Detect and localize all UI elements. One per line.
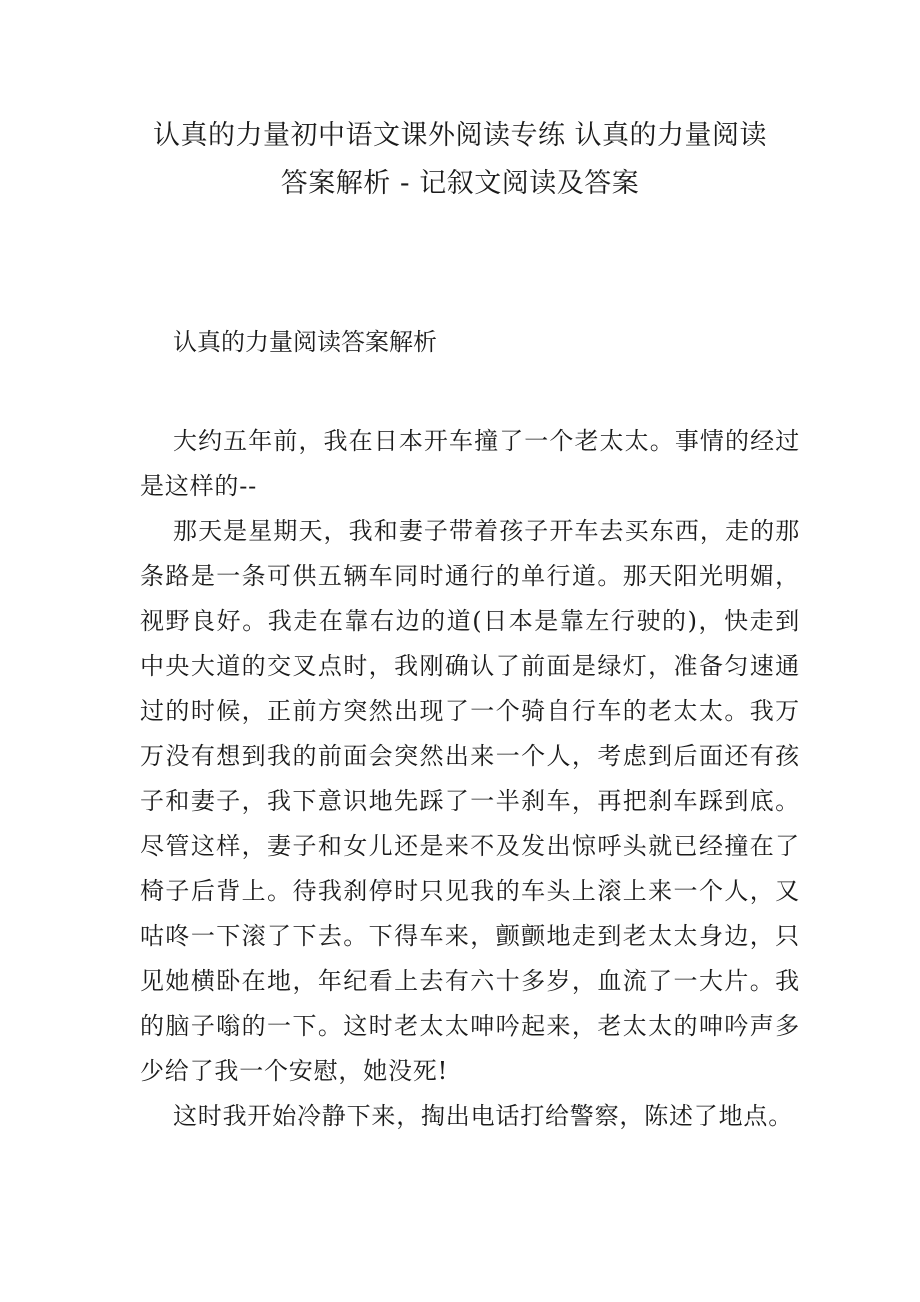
document-body	[140, 320, 800, 1139]
paragraph-2: 那天是星期天，我和妻子带着孩子开车去买东西，走的那条路是一条可供五辆车同时通行的单行道。那天阳光明媚，视野良好。我走在靠右边的道(日本是靠左行驶的)，快走到中央大道的交叉点时，我刚确认了前面是绿灯，准备匀速通过的时候，正前方突然出现了一个骑自行车的老太太。我万万没有想到我的前面会突然出来一个人，考虑到后面还有孩子和妻子，我下意识地先踩了一半刹车，再把刹车踩到底。尽管这样，妻子和女儿还是来不及发出惊呼头就已经撞在了椅子后背上。待我刹停时只见我的车头上滚上来一个人，又咕咚一下滚了下去。下得车来，颤颤地走到老太太身边，只见她横卧在地，年纪看上去有六十多岁，血流了一大片。我的脑子嗡的一下。这时老太太呻吟起来，老太太的呻吟声多少给了我一个安慰，她没死!	[140, 517, 800, 1085]
title-line-1: 认真的力量初中语文课外阅读专练 认真的力量阅读	[152, 120, 768, 151]
paragraph-1: 大约五年前，我在日本开车撞了一个老太太。事情的经过是这样的--	[140, 427, 800, 500]
title-line-2: 答案解析 - 记叙文阅读及答案	[280, 168, 640, 199]
section-subtitle: 认真的力量阅读答案解析	[173, 328, 437, 356]
paragraph-3: 这时我开始冷静下来，掏出电话打给警察，陈述了地点。	[173, 1102, 793, 1130]
spacer	[140, 365, 800, 419]
document-title	[100, 112, 820, 208]
